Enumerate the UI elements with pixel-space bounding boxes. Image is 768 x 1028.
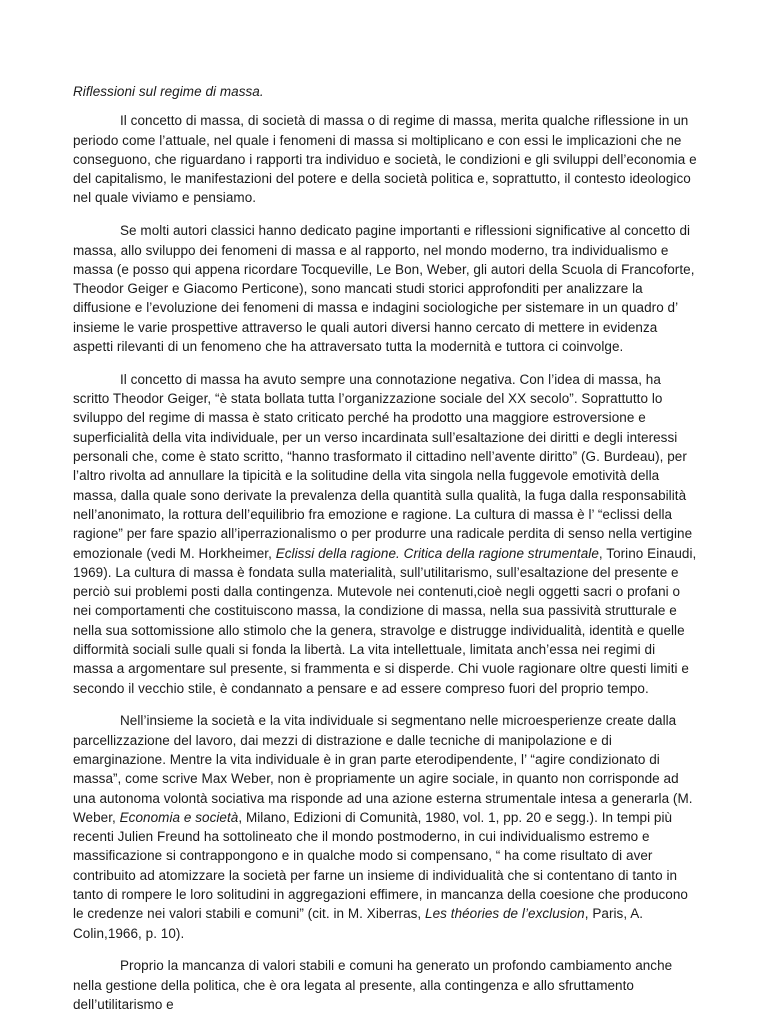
paragraph-text: , Paris, A. Colin,1966, p. 10). <box>73 906 644 941</box>
document-title: Riflessioni sul regime di massa. <box>73 84 264 99</box>
document-page <box>73 82 697 1028</box>
paragraph-text: Se molti autori classici hanno dedicato pagine importanti e riflessioni significative al concetto di massa, allo sviluppo dei fenomeni di massa e al rapporto, nel mondo moderno, tra individualismo e massa (e posso qui appena ricordare Tocqueville, Le Bon, Weber, gli autori della Scuola di Francoforte, Theodor Geiger e Giacomo Perticone), sono mancati studi storici approfonditi per analizzare la diffusione e l’evoluzione dei fenomeni di massa e indagini sociologiche per sistemare in un quadro d’ insieme le varie prospettive attraverso le quali autori diversi hanno cercato di mettere in evidenza aspetti rilevanti di un fenomeno che ha attraversato tutta la modernità e tuttora ci coinvolge. <box>73 223 695 355</box>
paragraph-5 <box>73 956 697 1014</box>
book-title-italic: Economia e società <box>119 809 239 825</box>
paragraph-text: Proprio la mancanza di valori stabili e comuni ha generato un profondo cambiamento anche nella gestione della politica, che è ora legata al presente, alla contingenza e allo sfruttamento dell’utilitarismo e <box>73 958 673 1013</box>
paragraph-text: , Milano, Edizioni di Comunità, 1980, vol. 1, pp. 20 e segg.). In tempi più recenti Julien Freund ha sottolineato che il mondo postmoderno, in cui individualismo estremo e massificazione si contrappongono e in qualche modo si compensano, “ ha come risultato di aver contribuito ad atomizzare la società per farne un insieme di individualità che si contentano di tanto in tanto di rompere le loro solitudini in aggregazioni effimere, in mancanza della coesione che producono le credenze nei valori stabili e comuni” (cit. in M. Xiberras, <box>73 809 688 922</box>
paragraph-2 <box>73 221 697 356</box>
paragraph-text: Nell’insieme la società e la vita individuale si segmentano nelle microesperienze create dalla parcellizzazione del lavoro, dai mezzi di distrazione e dalle tecniche di manipolazione e di emarginazione. Mentre la vita individuale è in gran parte eterodipendente, l’ “agire condizionato di massa”, come scrive Max Weber, non è propriamente un agire sociale, in quanto non corrisponde ad una autonoma volontà sociativa ma risponde ad una azione esterna strumentale intesa a generarla (M. Weber, <box>73 713 693 825</box>
paragraph-text: Il concetto di massa ha avuto sempre una connotazione negativa. Con l’idea di massa, ha scritto Theodor Geiger, “è stata bollata tutta l’organizzazione sociale del XX secolo”. Soprattutto lo sviluppo del regime di massa è stato criticato perché ha prodotto una maggiore estroversione e superficialità della vita individuale, per un verso incardinata sull’esaltazione dei diritti e degli interessi personali che, come è stato scritto, “hanno trasformato il cittadino nell’avente diritto” (G. Burdeau), per l’altro rivolta ad annullare la tipicità e la solitudine della vita singola nella fuggevole emotività della massa, dalla quale sono derivate la prevalenza della quantità sulla qualità, la fuga dalla responsabilità nell’anonimato, la rottura dell’equilibrio fra emozione e ragione. La cultura di massa è l’ “eclissi della ragione” per fare spazio all’iperrazionalismo o per produrre una radicale perdita di senso nella vertigine emozionale (vedi M. Horkheimer, <box>73 371 693 561</box>
book-title-italic: Les théories de l’exclusion <box>425 906 585 922</box>
paragraph-text: , Torino Einaudi, 1969). La cultura di massa è fondata sulla materialità, sull’utilitarismo, sull’esaltazione del presente e perciò sui problemi posti dalla contingenza. Mutevole nei contenuti,cioè negli oggetti sacri o profani o nei comportamenti che costituiscono massa, la condizione di massa, nella sua passività strutturale e nella sua sottomissione allo stimolo che la genera, stravolge e distrugge individualità, identità e quelle difformità sociali sulle quali si fonda la libertà. La vita intellettuale, limitata anch’essa nei regimi di massa a argomentare sul presente, si frammenta e si disperde. Chi vuole ragionare oltre questi limiti e secondo il vecchio stile, è condannato a pensare e ad essere compreso fuori del proprio tempo. <box>73 545 697 696</box>
paragraph-text: Il concetto di massa, di società di massa o di regime di massa, merita qualche riflessione in un periodo come l’attuale, nel quale i fenomeni di massa si moltiplicano e con essi le implicazioni che ne conseguono, che riguardano i rapporti tra individuo e società, le condizioni e gli sviluppi dell’economia e del capitalismo, le manifestazioni del potere e della società politica e, soprattutto, il contesto ideologico nel quale viviamo e pensiamo. <box>73 113 697 206</box>
paragraph-3 <box>73 370 697 698</box>
book-title-italic: Eclissi della ragione. Critica della ragione strumentale <box>275 545 599 561</box>
paragraph-4 <box>73 711 697 943</box>
paragraph-1 <box>73 111 697 207</box>
